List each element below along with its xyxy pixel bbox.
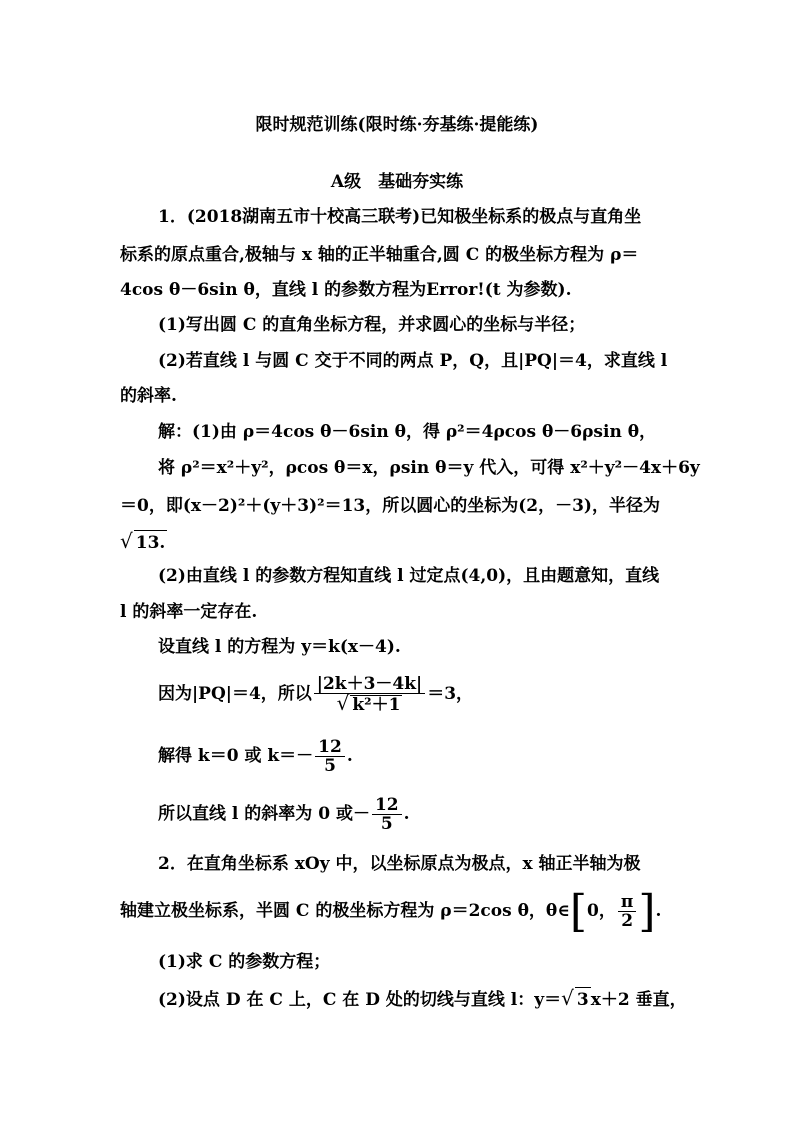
solution-line-4 [120, 529, 680, 555]
fraction-denominator: √ k²＋1 [336, 691, 401, 715]
q1-line-2: 标系的原点重合,极轴与 x 轴的正半轴重合,圆 C 的极坐标方程为 ρ＝ [120, 245, 639, 265]
left-bracket: [ [569, 885, 588, 937]
interval-start: 0， [587, 901, 616, 921]
q1-part-2: (2)若直线 l 与圆 C 交于不同的两点 P，Q，且|PQ|＝4，求直线 l [158, 351, 668, 371]
q2-line-2: 轴建立极坐标系，半圆 C 的极坐标方程为 ρ＝2cos θ，θ∈[0， $\frac{\pi}{2}$ ]. [120, 885, 662, 937]
section-heading: A级 基础夯实练 [330, 172, 464, 192]
sqrt-symbol: √ [336, 691, 350, 715]
sqrt-symbol: √ [561, 986, 574, 1010]
fraction-12-5: $\frac{12}{5}$ [315, 738, 345, 775]
solution-line-1: 解：(1)由 ρ＝4cos θ－6sin θ，得 ρ²＝4ρcos θ－6ρsin θ， [158, 422, 657, 442]
solution-line-6: l 的斜率一定存在. [120, 602, 258, 622]
solution-line-7: 设直线 l 的方程为 y＝k(x－4). [158, 637, 401, 657]
solution-line-3: ＝0，即(x－2)²＋(y＋3)²＝13，所以圆心的坐标为(2，－3)，半径为 [120, 496, 660, 516]
page-title: 限时规范训练(限时练·夯基练·提能练) [255, 115, 539, 135]
fraction-numerator: |2k＋3－4k| [314, 675, 425, 694]
solution-line-10: 所以直线 l 的斜率为 0 或－ $\frac{12}{5}$ . [158, 795, 410, 834]
solution-line-9: 解得 k＝0 或 k＝－ $\frac{12}{5}$ . [158, 737, 353, 776]
fraction-pi-2: $\frac{\pi}{2}$ [618, 893, 636, 930]
solution-line-5: (2)由直线 l 的参数方程知直线 l 过定点(4,0)，且由题意知，直线 [158, 566, 660, 586]
right-bracket: ] [638, 885, 656, 937]
q2-line-1: 2．在直角坐标系 xOy 中，以坐标原点为极点，x 轴正半轴为极 [158, 854, 641, 874]
solution-line-2: 将 ρ²＝x²＋y²，ρcos θ＝x，ρsin θ＝y 代入，可得 x²＋y²－4x＋6y [158, 458, 700, 478]
sqrt-13: 13. [134, 530, 168, 555]
q1-part-2-cont: 的斜率. [120, 386, 177, 406]
q2-part-1: (1)求 C 的参数方程； [158, 952, 331, 972]
solution-line-8 [158, 674, 718, 714]
q1-line-1: 1．(2018湖南五市十校高三联考)已知极坐标系的极点与直角坐 [158, 207, 642, 227]
s8-suffix: ＝3， [427, 684, 474, 704]
q2-part-2: (2)设点 D 在 C 上，C 在 D 处的切线与直线 l：y＝√ 3 x＋2 垂直， [158, 986, 687, 1010]
q1-part-1: (1)写出圆 C 的直角坐标方程，并求圆心的坐标与半径； [158, 315, 586, 335]
fraction-12-5: $\frac{12}{5}$ [372, 796, 402, 833]
sqrt-symbol: √ [120, 529, 133, 553]
s8-prefix: 因为|PQ|＝4，所以 [158, 684, 312, 704]
fraction-distance [314, 675, 425, 714]
q1-line-3: 4cos θ－6sin θ，直线 l 的参数方程为Error!(t 为参数). [120, 280, 572, 300]
